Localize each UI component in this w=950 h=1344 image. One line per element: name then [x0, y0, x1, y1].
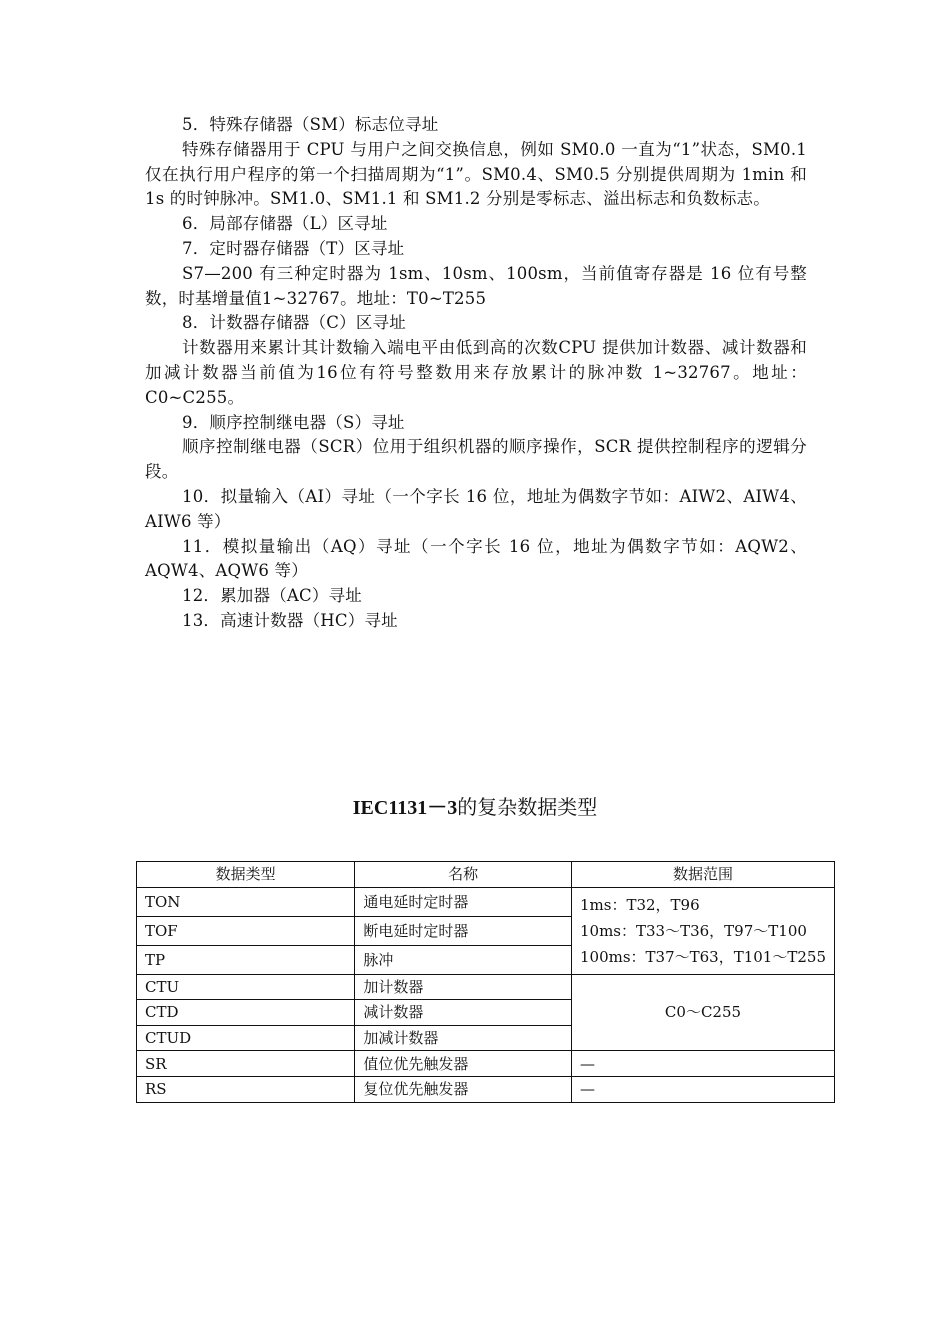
cell-type: CTU [137, 974, 355, 1000]
table-title [0, 793, 950, 822]
cell-range: — [571, 1076, 834, 1102]
heading-timer-memory: 7．定时器存储器（T）区寻址 [182, 238, 405, 258]
cell-type: SR [137, 1051, 355, 1077]
paragraph-sequence-relay-description: 顺序控制继电器（SCR）位用于组织机器的顺序操作，SCR 提供控制程序的逻辑分段。 [145, 437, 807, 482]
body-text [145, 113, 807, 634]
cell-type: CTUD [137, 1025, 355, 1051]
heading-local-memory: 6．局部存储器（L）区寻址 [182, 214, 388, 234]
heading-sm-addressing: 5．特殊存储器（SM）标志位寻址 [182, 115, 439, 134]
header-data-range: 数据范围 [571, 862, 834, 888]
cell-name: 加计数器 [355, 974, 572, 1000]
data-types-table [136, 861, 835, 1103]
heading-analog-output: 11．模拟量输出（AQ）寻址（一个字长 16 位，地址为偶数字节如：AQW2、AQW4、AQW6 等） [145, 536, 807, 581]
cell-timer-range [571, 887, 834, 974]
heading-analog-input: 10．拟量输入（AI）寻址（一个字长 16 位，地址为偶数字节如：AIW2、AIW4、AIW6 等） [145, 486, 807, 531]
header-data-type: 数据类型 [137, 862, 355, 888]
heading-high-speed-counter: 13．高速计数器（HC）寻址 [182, 610, 398, 630]
cell-type: CTD [137, 1000, 355, 1026]
heading-accumulator: 12．累加器（AC）寻址 [182, 586, 362, 606]
heading-counter-memory: 8．计数器存储器（C）区寻址 [182, 313, 406, 333]
cell-range: — [571, 1051, 834, 1077]
cell-name: 减计数器 [355, 1000, 572, 1026]
cell-name: 脉冲 [355, 945, 572, 974]
cell-type: TP [137, 945, 355, 974]
cell-type: TOF [137, 916, 355, 945]
paragraph-sm-description: 特殊存储器用于 CPU 与用户之间交换信息，例如 SM0.0 一直为“1”状态，SM0.1 仅在执行用户程序的第一个扫描周期为“1”。SM0.4、SM0.5 分别提供周期为 1min 和 1s 的时钟脉冲。SM1.0、SM1.1 和 SM1.2 分别是零标志、溢出标志和负数标志。 [145, 139, 807, 209]
table-title-standard: IEC1131－3 [352, 797, 458, 819]
table-row [137, 974, 835, 1000]
table-row [137, 1076, 835, 1102]
table-row [137, 887, 835, 916]
table-row [137, 1051, 835, 1077]
cell-type: RS [137, 1076, 355, 1102]
header-name: 名称 [355, 862, 572, 888]
timer-range-line: 10ms：T33～T36，T97～T100 [579, 921, 807, 940]
table-title-text: 的复杂数据类型 [457, 795, 598, 819]
paragraph-timer-description: S7—200 有三种定时器为 1sm、10sm、100sm，当前值寄存器是 16 位有号整数，时基增量值1~32767。地址：T0~T255 [145, 263, 807, 308]
cell-name: 加减计数器 [355, 1025, 572, 1051]
cell-counter-range: C0～C255 [571, 974, 834, 1051]
cell-name: 断电延时定时器 [355, 916, 572, 945]
paragraph-counter-description: 计数器用来累计其计数输入端电平由低到高的次数CPU 提供加计数器、减计数器和加减计数器当前值为16位有符号整数用来存放累计的脉冲数 1~32767。地址：C0~C255。 [145, 338, 807, 407]
cell-name: 通电延时定时器 [355, 887, 572, 916]
cell-type: TON [137, 887, 355, 916]
timer-range-line: 100ms：T37～T63，T101～T255 [579, 947, 826, 966]
timer-range-line: 1ms：T32，T96 [579, 895, 700, 914]
cell-name: 值位优先触发器 [355, 1051, 572, 1077]
table-header-row [137, 862, 835, 888]
heading-sequence-relay: 9．顺序控制继电器（S）寻址 [182, 412, 405, 432]
cell-name: 复位优先触发器 [355, 1076, 572, 1102]
